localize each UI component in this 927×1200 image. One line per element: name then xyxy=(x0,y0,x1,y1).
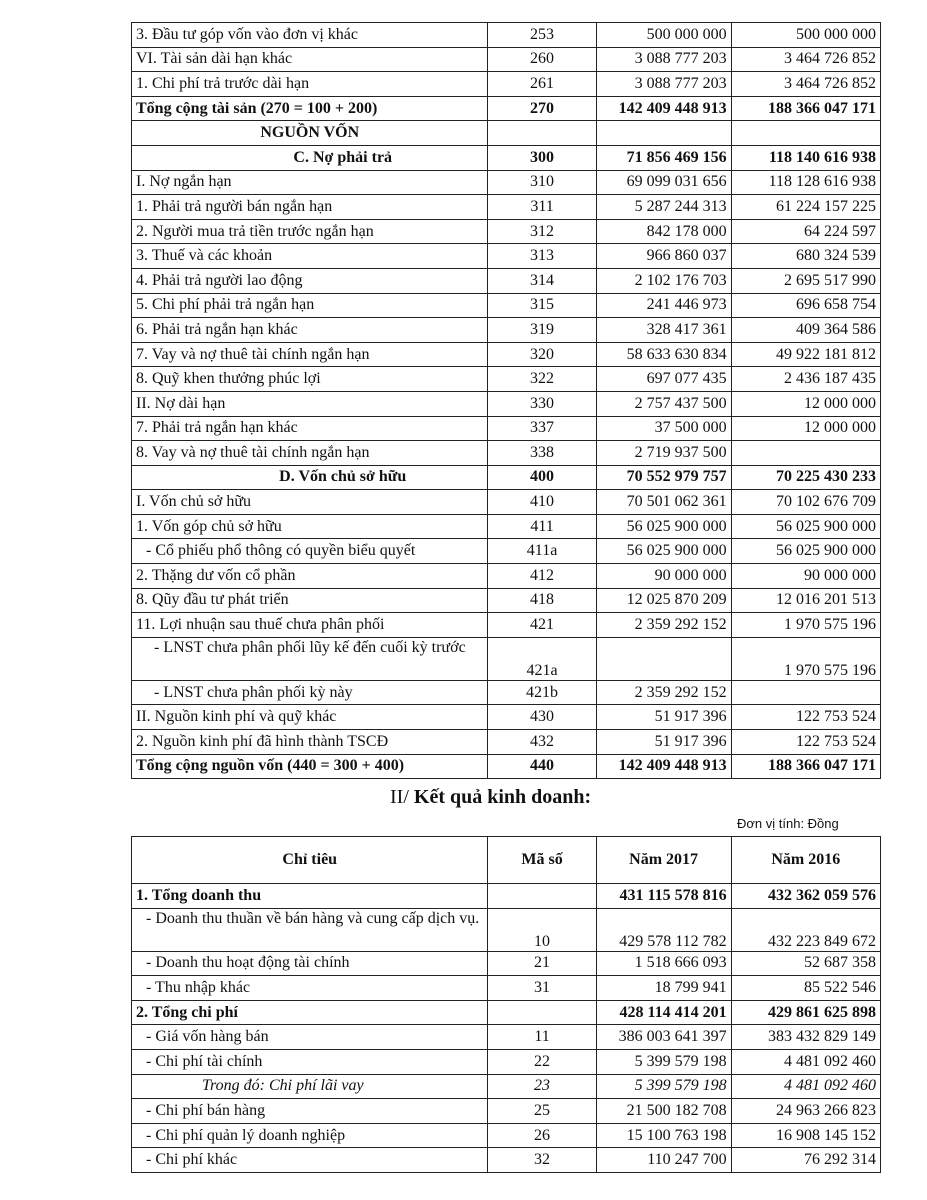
row-label: 5. Chi phí phải trả ngắn hạn xyxy=(132,293,488,318)
row-label: 3. Đầu tư góp vốn vào đơn vị khác xyxy=(132,23,488,48)
value-2016: 1 970 575 196 xyxy=(731,613,880,638)
value-2016 xyxy=(731,121,880,146)
row-code: 312 xyxy=(488,219,596,244)
row-label: - Giá vốn hàng bán xyxy=(132,1025,488,1050)
row-code: 300 xyxy=(488,145,596,170)
table-row xyxy=(132,1099,881,1124)
section-title xyxy=(390,786,591,809)
row-code: 322 xyxy=(488,367,596,392)
row-label: - Doanh thu thuần về bán hàng và cung cấp dịch vụ. xyxy=(132,908,488,951)
row-label: 4. Phải trả người lao động xyxy=(132,268,488,293)
row-code: 21 xyxy=(488,951,596,976)
value-2017: 2 102 176 703 xyxy=(596,268,731,293)
row-code: 25 xyxy=(488,1099,596,1124)
table-row xyxy=(132,441,881,466)
row-code: 400 xyxy=(488,465,596,490)
row-code: 411a xyxy=(488,539,596,564)
value-2016: 1 970 575 196 xyxy=(731,637,880,680)
row-code: 320 xyxy=(488,342,596,367)
table-row xyxy=(132,1074,881,1099)
value-2016: 70 225 430 233 xyxy=(731,465,880,490)
row-code: 311 xyxy=(488,195,596,220)
value-2016: 188 366 047 171 xyxy=(731,96,880,121)
table-row xyxy=(132,342,881,367)
value-2016: 3 464 726 852 xyxy=(731,47,880,72)
row-label: II. Nguồn kinh phí và quỹ khác xyxy=(132,705,488,730)
table-row xyxy=(132,705,881,730)
results-header-row xyxy=(132,837,881,884)
results-body xyxy=(132,884,881,1173)
table-row xyxy=(132,465,881,490)
value-2017: 90 000 000 xyxy=(596,564,731,589)
value-2017: 966 860 037 xyxy=(596,244,731,269)
row-label: II. Nợ dài hạn xyxy=(132,391,488,416)
balance-sheet-body xyxy=(132,23,881,779)
value-2017: 431 115 578 816 xyxy=(596,884,731,909)
table-row xyxy=(132,680,881,705)
table-row xyxy=(132,318,881,343)
table-row xyxy=(132,1000,881,1025)
row-code: 22 xyxy=(488,1049,596,1074)
row-label: I. Nợ ngắn hạn xyxy=(132,170,488,195)
row-code: 421b xyxy=(488,680,596,705)
value-2016: 2 695 517 990 xyxy=(731,268,880,293)
value-2017: 500 000 000 xyxy=(596,23,731,48)
value-2017: 3 088 777 203 xyxy=(596,47,731,72)
value-2017: 56 025 900 000 xyxy=(596,539,731,564)
value-2016: 85 522 546 xyxy=(731,976,880,1001)
row-code: 421 xyxy=(488,613,596,638)
value-2016: 76 292 314 xyxy=(731,1148,880,1173)
table-row xyxy=(132,490,881,515)
section-title-prefix: II/ xyxy=(390,786,414,808)
row-label: 1. Vốn góp chủ sở hữu xyxy=(132,514,488,539)
value-2017: 12 025 870 209 xyxy=(596,588,731,613)
value-2016: 52 687 358 xyxy=(731,951,880,976)
row-label: 2. Thặng dư vốn cổ phần xyxy=(132,564,488,589)
value-2016: 56 025 900 000 xyxy=(731,539,880,564)
value-2016: 64 224 597 xyxy=(731,219,880,244)
row-code: 421a xyxy=(488,637,596,680)
table-row xyxy=(132,121,881,146)
value-2017: 51 917 396 xyxy=(596,705,731,730)
row-label: - Chi phí bán hàng xyxy=(132,1099,488,1124)
row-code: 315 xyxy=(488,293,596,318)
balance-sheet-table xyxy=(131,22,881,779)
value-2016: 56 025 900 000 xyxy=(731,514,880,539)
value-2017: 15 100 763 198 xyxy=(596,1123,731,1148)
value-2017: 5 399 579 198 xyxy=(596,1049,731,1074)
value-2016: 12 016 201 513 xyxy=(731,588,880,613)
value-2017: 51 917 396 xyxy=(596,730,731,755)
table-row xyxy=(132,47,881,72)
value-2017: 2 359 292 152 xyxy=(596,613,731,638)
table-row xyxy=(132,588,881,613)
value-2016: 118 140 616 938 xyxy=(731,145,880,170)
value-2017: 70 552 979 757 xyxy=(596,465,731,490)
value-2017: 18 799 941 xyxy=(596,976,731,1001)
value-2016: 696 658 754 xyxy=(731,293,880,318)
table-row xyxy=(132,1025,881,1050)
table-row xyxy=(132,1123,881,1148)
table-row xyxy=(132,564,881,589)
value-2017: 110 247 700 xyxy=(596,1148,731,1173)
row-code: 26 xyxy=(488,1123,596,1148)
header-2017: Năm 2017 xyxy=(596,837,731,884)
row-label: 2. Người mua trả tiền trước ngắn hạn xyxy=(132,219,488,244)
value-2017: 5 399 579 198 xyxy=(596,1074,731,1099)
row-code: 10 xyxy=(488,908,596,951)
table-row xyxy=(132,754,881,779)
row-code: 430 xyxy=(488,705,596,730)
table-row xyxy=(132,1148,881,1173)
row-code: 418 xyxy=(488,588,596,613)
table-row xyxy=(132,367,881,392)
unit-note: Đơn vị tính: Đồng xyxy=(737,816,839,831)
row-code: 261 xyxy=(488,72,596,97)
value-2016: 90 000 000 xyxy=(731,564,880,589)
value-2017: 429 578 112 782 xyxy=(596,908,731,951)
header-label: Chỉ tiêu xyxy=(132,837,488,884)
value-2016: 383 432 829 149 xyxy=(731,1025,880,1050)
table-row xyxy=(132,195,881,220)
value-2017: 328 417 361 xyxy=(596,318,731,343)
value-2017: 3 088 777 203 xyxy=(596,72,731,97)
row-label: - Thu nhập khác xyxy=(132,976,488,1001)
row-code: 23 xyxy=(488,1074,596,1099)
table-row xyxy=(132,730,881,755)
row-label: VI. Tài sản dài hạn khác xyxy=(132,47,488,72)
header-2016: Năm 2016 xyxy=(731,837,880,884)
value-2017: 69 099 031 656 xyxy=(596,170,731,195)
row-label: 2. Tổng chi phí xyxy=(132,1000,488,1025)
row-code: 337 xyxy=(488,416,596,441)
row-code: 410 xyxy=(488,490,596,515)
row-label: 3. Thuế và các khoản xyxy=(132,244,488,269)
value-2017: 71 856 469 156 xyxy=(596,145,731,170)
value-2017: 2 359 292 152 xyxy=(596,680,731,705)
value-2016: 61 224 157 225 xyxy=(731,195,880,220)
row-label: - Chi phí khác xyxy=(132,1148,488,1173)
value-2016: 122 753 524 xyxy=(731,730,880,755)
value-2016: 12 000 000 xyxy=(731,416,880,441)
value-2017: 37 500 000 xyxy=(596,416,731,441)
row-code xyxy=(488,121,596,146)
row-code: 11 xyxy=(488,1025,596,1050)
row-label: 6. Phải trả ngắn hạn khác xyxy=(132,318,488,343)
value-2016: 4 481 092 460 xyxy=(731,1074,880,1099)
table-row xyxy=(132,908,881,951)
row-label: - LNST chưa phân phối lũy kế đến cuối kỳ trước xyxy=(132,637,488,680)
row-code: 32 xyxy=(488,1148,596,1173)
value-2016: 70 102 676 709 xyxy=(731,490,880,515)
row-code: 412 xyxy=(488,564,596,589)
table-row xyxy=(132,23,881,48)
value-2017: 58 633 630 834 xyxy=(596,342,731,367)
table-row xyxy=(132,244,881,269)
row-code: 31 xyxy=(488,976,596,1001)
row-label: 1. Phải trả người bán ngắn hạn xyxy=(132,195,488,220)
business-results-table xyxy=(131,836,881,1173)
row-code: 411 xyxy=(488,514,596,539)
row-label: - Doanh thu hoạt động tài chính xyxy=(132,951,488,976)
table-row xyxy=(132,72,881,97)
row-label: 8. Qũy đầu tư phát triển xyxy=(132,588,488,613)
header-code: Mã số xyxy=(488,837,596,884)
value-2016: 16 908 145 152 xyxy=(731,1123,880,1148)
value-2017: 1 518 666 093 xyxy=(596,951,731,976)
row-code: 319 xyxy=(488,318,596,343)
value-2017: 842 178 000 xyxy=(596,219,731,244)
value-2016: 122 753 524 xyxy=(731,705,880,730)
row-code xyxy=(488,884,596,909)
table-row xyxy=(132,268,881,293)
value-2016: 4 481 092 460 xyxy=(731,1049,880,1074)
row-label: - Chi phí tài chính xyxy=(132,1049,488,1074)
table-row xyxy=(132,170,881,195)
value-2016: 24 963 266 823 xyxy=(731,1099,880,1124)
value-2016: 429 861 625 898 xyxy=(731,1000,880,1025)
value-2017: 428 114 414 201 xyxy=(596,1000,731,1025)
value-2016: 432 362 059 576 xyxy=(731,884,880,909)
table-row xyxy=(132,96,881,121)
value-2016: 680 324 539 xyxy=(731,244,880,269)
row-label: 8. Vay và nợ thuê tài chính ngắn hạn xyxy=(132,441,488,466)
row-code: 313 xyxy=(488,244,596,269)
row-code: 310 xyxy=(488,170,596,195)
row-label: 8. Quỹ khen thưởng phúc lợi xyxy=(132,367,488,392)
row-code: 330 xyxy=(488,391,596,416)
value-2016: 49 922 181 812 xyxy=(731,342,880,367)
value-2017: 142 409 448 913 xyxy=(596,754,731,779)
table-row xyxy=(132,951,881,976)
table-row xyxy=(132,514,881,539)
section-title-text: Kết quả kinh doanh: xyxy=(413,786,592,808)
table-row xyxy=(132,219,881,244)
value-2017: 2 757 437 500 xyxy=(596,391,731,416)
table-row xyxy=(132,145,881,170)
row-label: 7. Vay và nợ thuê tài chính ngắn hạn xyxy=(132,342,488,367)
row-label: 7. Phải trả ngắn hạn khác xyxy=(132,416,488,441)
row-label: 11. Lợi nhuận sau thuế chưa phân phối xyxy=(132,613,488,638)
row-label: D. Vốn chủ sở hữu xyxy=(132,465,488,490)
row-label: - Cổ phiếu phổ thông có quyền biểu quyết xyxy=(132,539,488,564)
row-label: Tổng cộng tài sản (270 = 100 + 200) xyxy=(132,96,488,121)
row-code: 440 xyxy=(488,754,596,779)
row-code: 314 xyxy=(488,268,596,293)
table-row xyxy=(132,391,881,416)
value-2016: 12 000 000 xyxy=(731,391,880,416)
value-2016 xyxy=(731,441,880,466)
row-code: 270 xyxy=(488,96,596,121)
value-2016: 409 364 586 xyxy=(731,318,880,343)
value-2017: 697 077 435 xyxy=(596,367,731,392)
table-row xyxy=(132,539,881,564)
table-row xyxy=(132,976,881,1001)
value-2017: 5 287 244 313 xyxy=(596,195,731,220)
value-2017: 70 501 062 361 xyxy=(596,490,731,515)
value-2017 xyxy=(596,121,731,146)
value-2016 xyxy=(731,680,880,705)
row-code: 253 xyxy=(488,23,596,48)
value-2017: 2 719 937 500 xyxy=(596,441,731,466)
table-row xyxy=(132,637,881,680)
row-label: - Chi phí quản lý doanh nghiệp xyxy=(132,1123,488,1148)
value-2016: 3 464 726 852 xyxy=(731,72,880,97)
row-label: I. Vốn chủ sở hữu xyxy=(132,490,488,515)
row-label: 1. Chi phí trả trước dài hạn xyxy=(132,72,488,97)
value-2017: 386 003 641 397 xyxy=(596,1025,731,1050)
value-2017: 241 446 973 xyxy=(596,293,731,318)
row-label: 1. Tổng doanh thu xyxy=(132,884,488,909)
row-code: 432 xyxy=(488,730,596,755)
row-label: NGUỒN VỐN xyxy=(132,121,488,146)
value-2017: 21 500 182 708 xyxy=(596,1099,731,1124)
row-code: 260 xyxy=(488,47,596,72)
row-label: C. Nợ phải trả xyxy=(132,145,488,170)
table-row xyxy=(132,416,881,441)
table-row xyxy=(132,1049,881,1074)
row-code: 338 xyxy=(488,441,596,466)
value-2017: 142 409 448 913 xyxy=(596,96,731,121)
value-2016: 2 436 187 435 xyxy=(731,367,880,392)
table-row xyxy=(132,613,881,638)
row-code xyxy=(488,1000,596,1025)
row-label: Trong đó: Chi phí lãi vay xyxy=(132,1074,488,1099)
value-2016: 432 223 849 672 xyxy=(731,908,880,951)
row-label: 2. Nguồn kinh phí đã hình thành TSCĐ xyxy=(132,730,488,755)
value-2016: 500 000 000 xyxy=(731,23,880,48)
row-label: Tổng cộng nguồn vốn (440 = 300 + 400) xyxy=(132,754,488,779)
value-2016: 118 128 616 938 xyxy=(731,170,880,195)
row-label: - LNST chưa phân phối kỳ này xyxy=(132,680,488,705)
value-2017 xyxy=(596,637,731,680)
table-row xyxy=(132,293,881,318)
table-row xyxy=(132,884,881,909)
value-2017: 56 025 900 000 xyxy=(596,514,731,539)
value-2016: 188 366 047 171 xyxy=(731,754,880,779)
